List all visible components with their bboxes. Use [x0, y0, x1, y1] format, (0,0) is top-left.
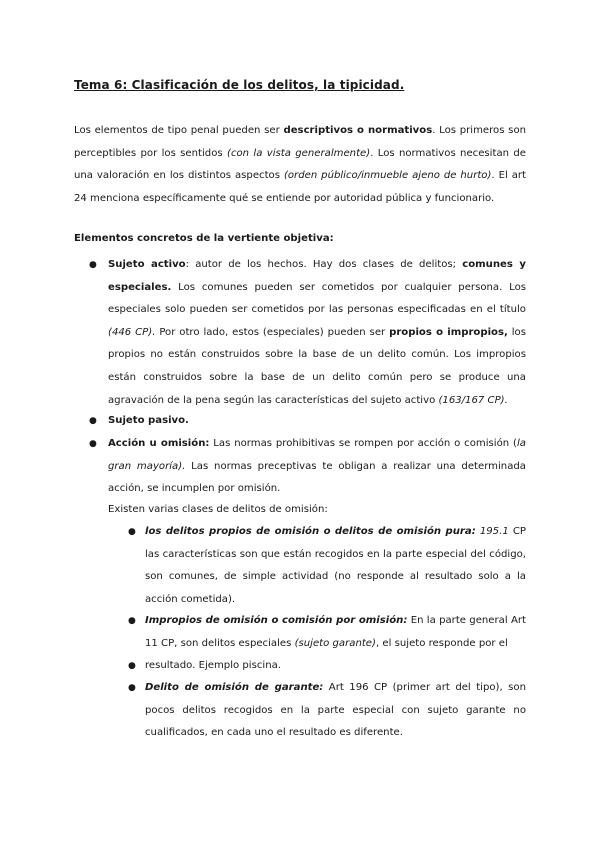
text-run: : autor de los hechos. Hay dos clases de delitos; — [185, 259, 463, 270]
bullet-icon: ● — [128, 527, 136, 537]
list-item-sujeto-activo — [108, 254, 526, 412]
sub-item-omision-pura — [145, 521, 526, 611]
text-run: Las normas prohibitivas se rompen por acción o comisión ( — [209, 438, 517, 449]
bullet-icon: ● — [128, 661, 136, 671]
bullet-icon: ● — [89, 260, 97, 270]
intro-paragraph — [74, 120, 526, 210]
italic-note: 195.1 — [475, 526, 509, 537]
text-run: Los elementos de tipo penal pueden ser — [74, 125, 284, 136]
text-run: los propios no están construidos sobre la base de un delito común. Los impropios están construidos sobre la base de un delito común pero se produce una agravación de la pena según las características del sujeto activo — [108, 326, 526, 406]
list-item-accion-omision — [108, 433, 526, 501]
italic-note: (446 CP). — [108, 326, 156, 338]
italic-note: (con la vista generalmente) — [227, 147, 371, 159]
text-run: . Los normativos necesitan de una valoración en los distintos aspectos — [74, 147, 526, 182]
bold-term: descriptivos o normativos — [283, 125, 433, 136]
text-run: En la parte general Art 11 CP, son delitos especiales — [145, 615, 526, 649]
text-run: . El art 24 menciona específicamente qué se entiende por autoridad pública y funcionario. — [74, 170, 526, 204]
bullet-icon: ● — [128, 616, 136, 626]
bullet-icon: ● — [89, 416, 97, 426]
bullet-icon: ● — [89, 439, 97, 449]
italic-note: la gran mayoría). — [108, 438, 526, 472]
text-run: , el sujeto responde por el — [375, 637, 508, 649]
list-item-sujeto-pasivo — [108, 410, 526, 433]
bold-term: comunes y especiales. — [108, 259, 526, 293]
italic-note: (sujeto garante) — [294, 637, 376, 649]
text-run: CP las características son que están recogidos en la parte especial del código, son comunes, de simple actividad (no responde al resultado solo a la acción cometida). — [145, 526, 526, 605]
item-label: Acción u omisión: — [108, 438, 210, 449]
text-run: Los comunes pueden ser cometidos por cualquier persona. Los especiales solo pueden ser cometidos por las personas especificadas en el título — [108, 281, 526, 316]
italic-note: (163/167 CP). — [438, 394, 508, 406]
item-label: Sujeto activo — [108, 259, 186, 270]
text-run: Las normas preceptivas te obligan a realizar una determinada acción, se incumplen por omisión. — [108, 460, 526, 495]
sub-item-comision-por-omision — [145, 610, 526, 655]
item-label: los delitos propios de omisión o delitos de omisión pura: — [145, 526, 476, 537]
italic-note: (orden público/inmueble ajeno de hurto) — [283, 170, 492, 182]
text-run: . Los primeros son perceptibles por los sentidos — [74, 125, 527, 159]
omission-types-intro: Existen varias clases de delitos de omisión: — [108, 504, 328, 515]
text-run: Por otro lado, estos (especiales) pueden ser — [155, 326, 390, 338]
item-label: Impropios de omisión o comisión por omisión: — [145, 615, 408, 626]
bold-term: propios o impropios, — [389, 326, 508, 338]
item-label: Delito de omisión de garante: — [145, 682, 324, 693]
text-run: Art 196 CP (primer art del tipo), son pocos delitos recogidos en la parte especial con sujeto garante no cualificados, en cada uno el resultado es diferente. — [145, 682, 526, 739]
page-title: Tema 6: Clasificación de los delitos, la tipicidad. — [74, 78, 405, 92]
section-heading: Elementos concretos de la vertiente objetiva: — [74, 233, 334, 244]
sub-item-omision-garante — [145, 677, 526, 745]
sub-item-resultado: resultado. Ejemplo piscina. — [145, 660, 281, 671]
item-label: Sujeto pasivo. — [108, 415, 189, 426]
bullet-icon: ● — [128, 683, 136, 693]
